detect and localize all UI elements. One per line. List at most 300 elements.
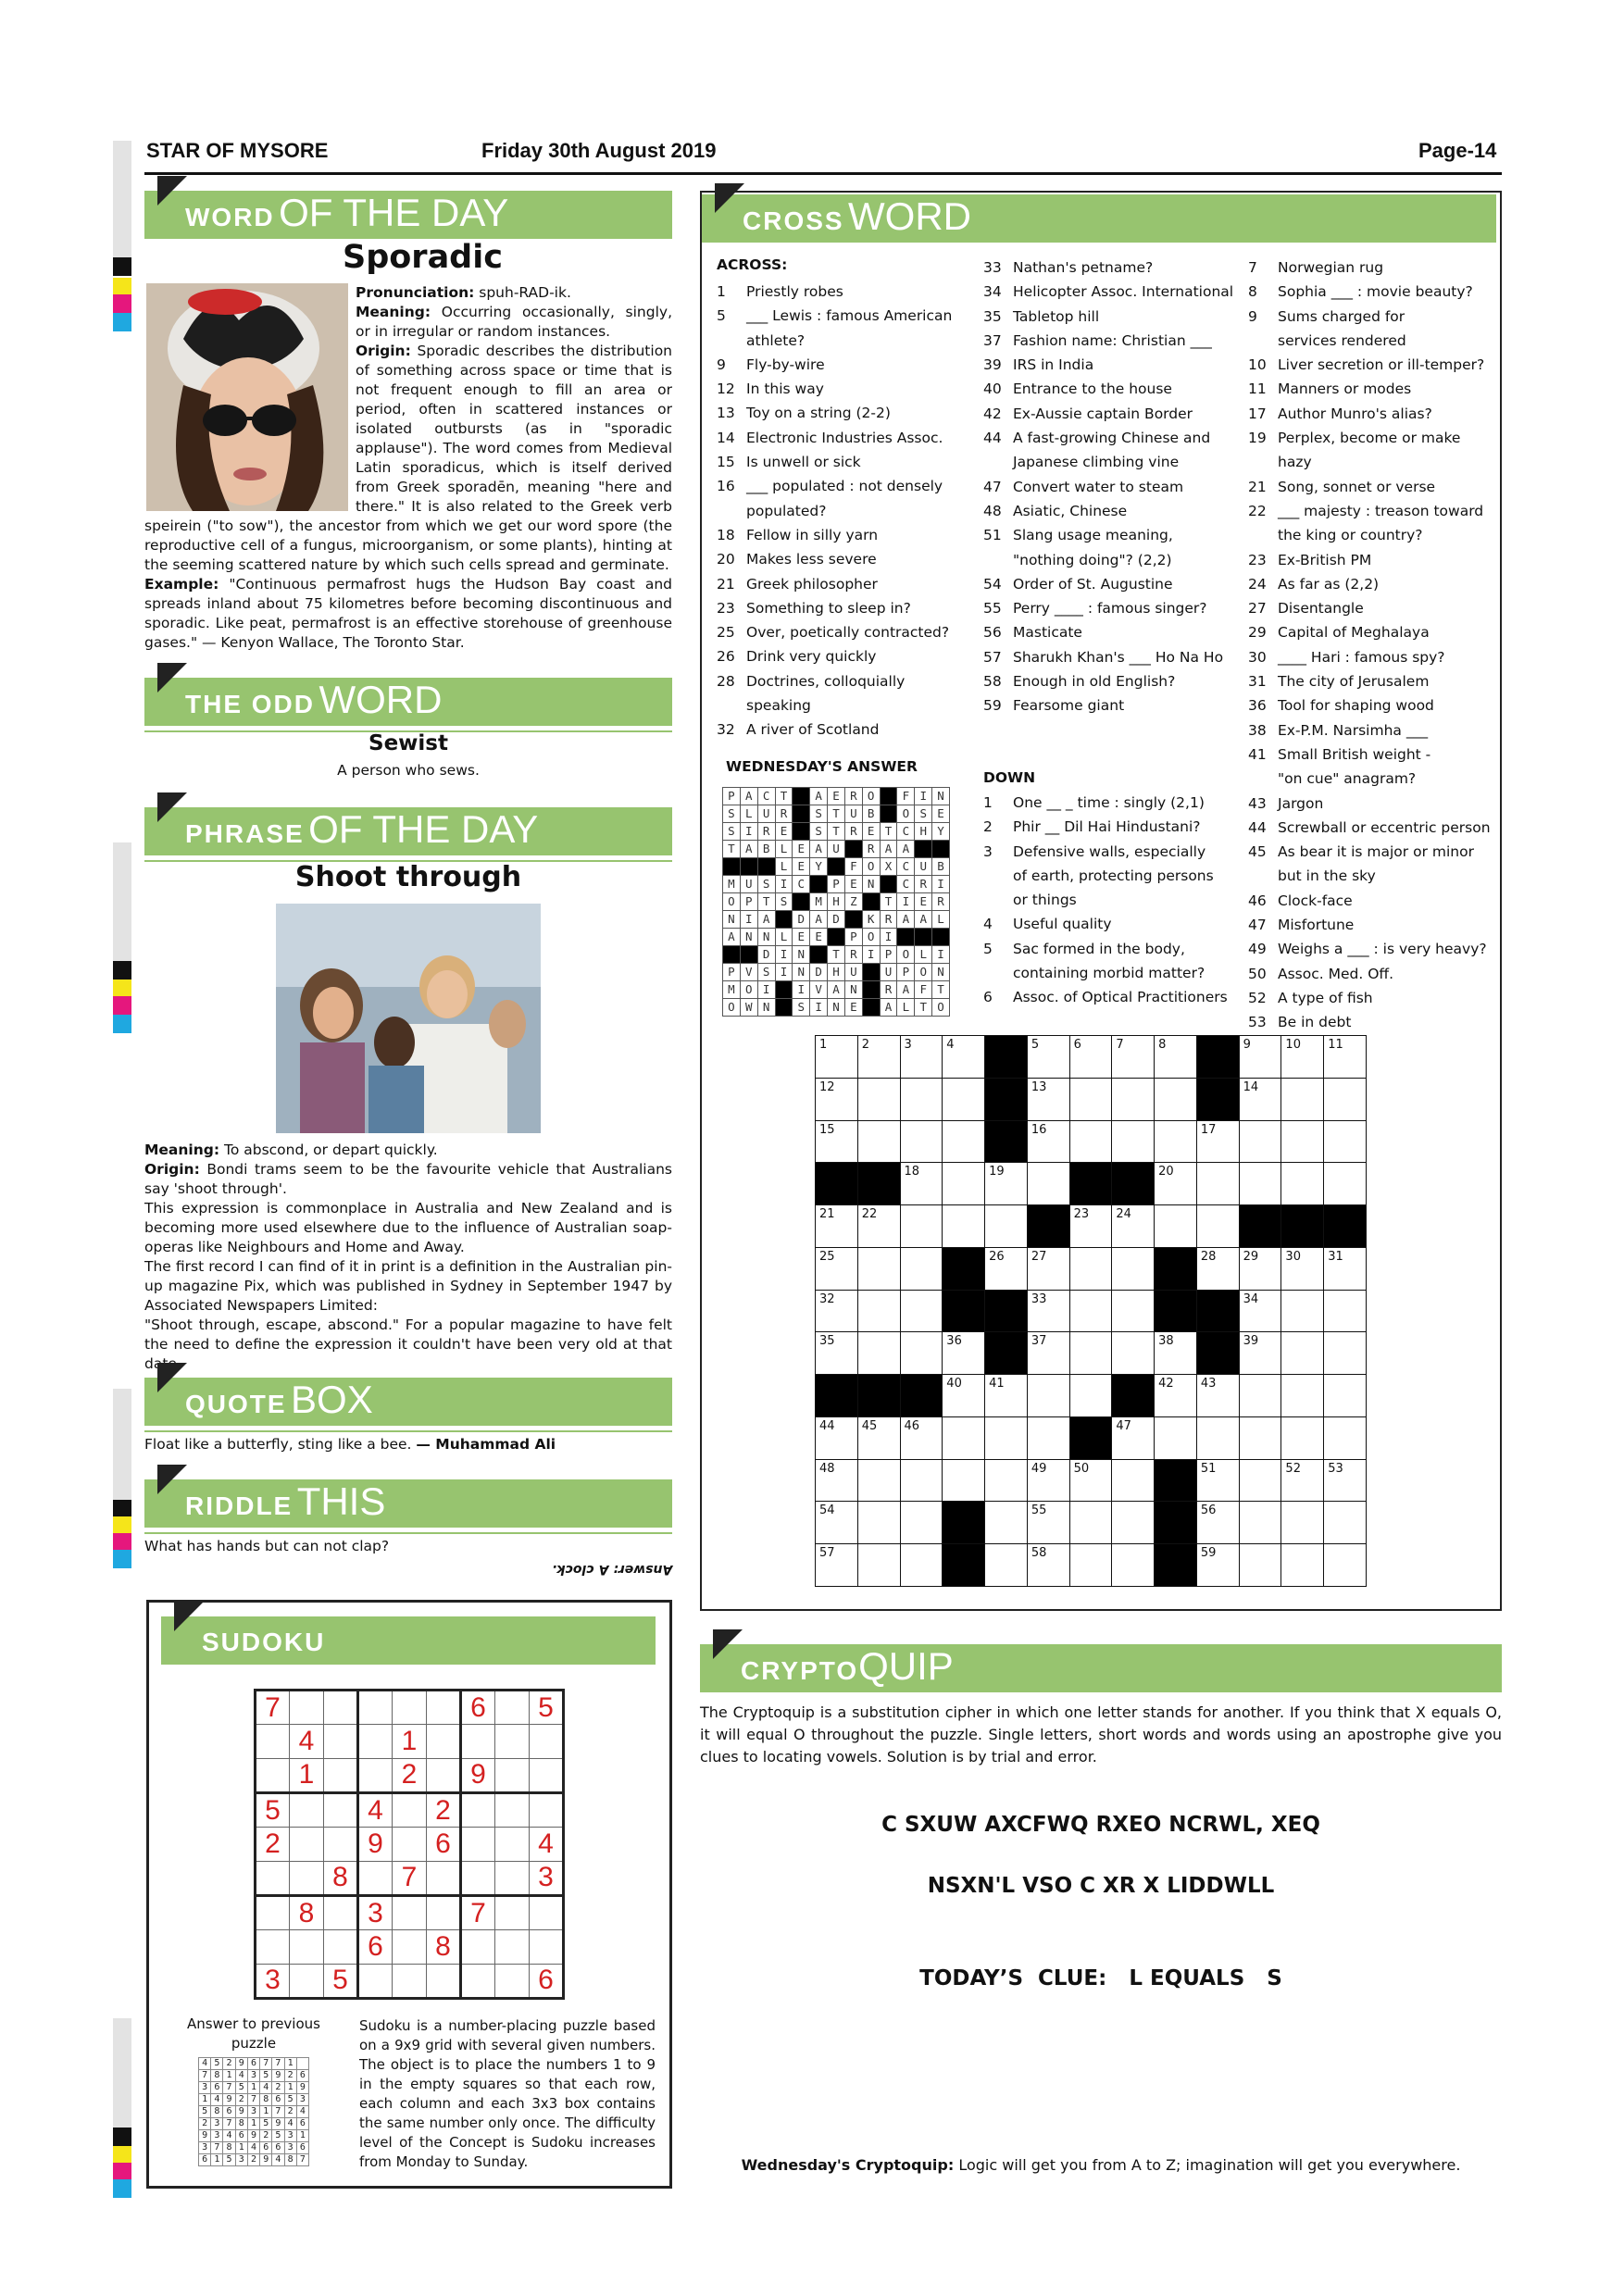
answer-letter: N bbox=[740, 929, 757, 946]
sudoku-cell[interactable]: 6 bbox=[530, 1964, 564, 1998]
previous-sudoku-cell: 8 bbox=[211, 2106, 223, 2118]
previous-sudoku-row bbox=[199, 2142, 309, 2154]
word-of-day-banner: WORD OF THE DAY bbox=[144, 191, 672, 239]
clue-text: Fearsome giant bbox=[1013, 697, 1125, 715]
sudoku-cell[interactable]: 5 bbox=[324, 1964, 358, 1998]
crossword-clue bbox=[1248, 377, 1496, 401]
sudoku-cell[interactable] bbox=[358, 1725, 393, 1758]
crossword-cell bbox=[816, 1036, 858, 1079]
clue-number: 17 bbox=[1248, 405, 1267, 422]
crossword-block bbox=[1027, 1205, 1069, 1248]
previous-sudoku-cell: 3 bbox=[199, 2142, 211, 2154]
sudoku-cell[interactable]: 7 bbox=[256, 1691, 290, 1725]
answer-letter: A bbox=[915, 911, 932, 929]
crossword-clue bbox=[983, 961, 1243, 985]
banner-corner-mark bbox=[715, 183, 744, 213]
cell-number: 42 bbox=[1158, 1377, 1174, 1391]
answer-letter: S bbox=[915, 805, 932, 823]
crossword-clue bbox=[1248, 767, 1496, 791]
answer-letter: T bbox=[915, 999, 932, 1017]
previous-sudoku-cell: 4 bbox=[211, 2094, 223, 2106]
crossword-cell bbox=[1324, 1290, 1367, 1332]
clue-number: 7 bbox=[1248, 259, 1257, 276]
answer-letter: Y bbox=[810, 858, 828, 876]
answer-letter: N bbox=[862, 876, 880, 893]
sudoku-cell[interactable]: 3 bbox=[530, 1861, 564, 1895]
crossword-block bbox=[1112, 1375, 1155, 1417]
crossword-clue bbox=[983, 840, 1243, 864]
sudoku-cell[interactable] bbox=[358, 1861, 393, 1895]
crossword-cell bbox=[1027, 1332, 1069, 1375]
clue-text: containing morbid matter? bbox=[1013, 965, 1206, 982]
sudoku-cell[interactable] bbox=[256, 1895, 290, 1929]
crossword-clue bbox=[1248, 669, 1496, 693]
crossword-block bbox=[943, 1502, 985, 1544]
phrase-photo bbox=[276, 904, 541, 1133]
clue-text: Small British weight - bbox=[1278, 745, 1431, 763]
sudoku-cell[interactable]: 4 bbox=[290, 1725, 324, 1758]
clue-text: Disentangle bbox=[1278, 600, 1364, 618]
banner-corner-mark bbox=[157, 1363, 187, 1392]
paper-name: STAR OF MYSORE bbox=[146, 139, 329, 162]
clue-text: Perplex, become or make hazy bbox=[1278, 430, 1461, 471]
clue-text: IRS in India bbox=[1013, 356, 1094, 374]
cell-number: 41 bbox=[989, 1377, 1005, 1391]
crossword-block bbox=[1239, 1205, 1281, 1248]
answer-letter: U bbox=[740, 876, 757, 893]
clue-number bbox=[983, 864, 1013, 888]
phrase-meaning-label: Meaning: bbox=[144, 1142, 220, 1158]
clue-text: Entrance to the house bbox=[1013, 381, 1172, 398]
crossword-cell bbox=[1027, 1416, 1069, 1459]
answer-block bbox=[793, 788, 810, 805]
answer-letter: N bbox=[932, 964, 950, 981]
answer-block bbox=[810, 946, 828, 964]
crossword-cell bbox=[1196, 1416, 1239, 1459]
crossword-cell bbox=[1155, 1163, 1197, 1205]
sudoku-cell[interactable] bbox=[495, 1725, 530, 1758]
answer-letter: V bbox=[810, 981, 828, 999]
previous-sudoku-cell: 5 bbox=[223, 2154, 235, 2166]
previous-sudoku-cell bbox=[296, 2058, 308, 2070]
sudoku-cell[interactable] bbox=[290, 1861, 324, 1895]
crossword-clue bbox=[983, 985, 1243, 1009]
phrase-paragraph: This expression is commonplace in Australia and New Zealand and is becoming more used elsewhere due to the influence of Australian soap-operas like Neighbours and Home and Away. bbox=[144, 1200, 672, 1255]
clue-number: 37 bbox=[983, 331, 1002, 349]
sudoku-cell[interactable] bbox=[324, 1930, 358, 1964]
sudoku-cell[interactable]: 1 bbox=[290, 1758, 324, 1792]
cell-number: 38 bbox=[1158, 1334, 1174, 1349]
sudoku-cell[interactable]: 5 bbox=[256, 1792, 290, 1827]
previous-sudoku-row bbox=[199, 2082, 309, 2094]
answer-letter: S bbox=[723, 823, 741, 841]
crossword-block bbox=[1196, 1332, 1239, 1375]
sudoku-cell[interactable] bbox=[358, 1964, 393, 1998]
riddle-underline bbox=[144, 1532, 672, 1534]
clue-number: 30 bbox=[1248, 648, 1267, 666]
previous-sudoku-cell: 9 bbox=[235, 2058, 247, 2070]
crossword-clue bbox=[983, 426, 1243, 450]
crossword-clue bbox=[717, 426, 978, 450]
crossword-cell bbox=[1239, 1120, 1281, 1163]
answer-letter: I bbox=[793, 981, 810, 999]
answer-row bbox=[723, 911, 950, 929]
crossword-clue bbox=[983, 937, 1243, 961]
sudoku-cell[interactable] bbox=[290, 1964, 324, 1998]
crossword-cell bbox=[985, 1544, 1028, 1587]
answer-letter: L bbox=[897, 999, 915, 1017]
crossword-clue bbox=[983, 572, 1243, 596]
cell-number: 43 bbox=[1200, 1377, 1217, 1391]
clue-text: Over, poetically contracted? bbox=[746, 624, 950, 642]
cell-number: 44 bbox=[819, 1418, 835, 1433]
crossword-cell bbox=[1239, 1163, 1281, 1205]
sudoku-cell[interactable] bbox=[495, 1758, 530, 1792]
crossword-clue bbox=[1248, 693, 1496, 718]
sudoku-cell[interactable] bbox=[495, 1895, 530, 1929]
sudoku-cell[interactable] bbox=[290, 1792, 324, 1827]
cell-number: 34 bbox=[1243, 1292, 1259, 1306]
clue-text: Something to sleep in? bbox=[746, 599, 911, 617]
answer-letter: F bbox=[915, 981, 932, 999]
sudoku-cell[interactable]: 7 bbox=[393, 1861, 427, 1895]
previous-sudoku-cell: 3 bbox=[211, 2130, 223, 2142]
clue-number: 43 bbox=[1248, 794, 1267, 812]
sudoku-cell[interactable] bbox=[461, 1861, 495, 1895]
sudoku-cell[interactable]: 8 bbox=[324, 1861, 358, 1895]
previous-sudoku-row bbox=[199, 2118, 309, 2130]
sudoku-cell[interactable] bbox=[290, 1691, 324, 1725]
answer-letter: S bbox=[723, 805, 741, 823]
crossword-cell bbox=[1324, 1120, 1367, 1163]
previous-sudoku-cell: 9 bbox=[296, 2082, 308, 2094]
previous-sudoku-row bbox=[199, 2058, 309, 2070]
crossword-row bbox=[816, 1544, 1367, 1587]
previous-sudoku-cell: 5 bbox=[199, 2106, 211, 2118]
sudoku-cell[interactable]: 4 bbox=[358, 1792, 393, 1827]
sudoku-cell[interactable] bbox=[495, 1861, 530, 1895]
sudoku-cell[interactable] bbox=[324, 1758, 358, 1792]
crossword-cell bbox=[1069, 1375, 1112, 1417]
crossword-cell bbox=[1324, 1078, 1367, 1120]
sudoku-cell[interactable] bbox=[461, 1828, 495, 1861]
answer-letter: R bbox=[775, 805, 793, 823]
sudoku-cell[interactable]: 2 bbox=[427, 1792, 461, 1827]
clue-text: Helicopter Assoc. International bbox=[1013, 283, 1234, 301]
answer-letter: P bbox=[828, 876, 845, 893]
answer-letter: I bbox=[915, 788, 932, 805]
riddle-question: What has hands but can not clap? bbox=[144, 1538, 390, 1554]
clue-text: Defensive walls, especially bbox=[1013, 842, 1206, 860]
phrase-meaning: To abscond, or depart quickly. bbox=[219, 1142, 438, 1158]
crossword-cell bbox=[1155, 1332, 1197, 1375]
crossword-cell bbox=[1155, 1205, 1197, 1248]
previous-sudoku-cell: 7 bbox=[260, 2058, 272, 2070]
sudoku-cell[interactable] bbox=[495, 1964, 530, 1998]
wednesday-answer-grid bbox=[722, 787, 950, 1017]
crossword-cell bbox=[900, 1163, 943, 1205]
crossword-row bbox=[816, 1375, 1367, 1417]
cell-number: 24 bbox=[1116, 1207, 1131, 1222]
answer-letter: O bbox=[723, 999, 741, 1017]
sudoku-cell[interactable]: 3 bbox=[358, 1895, 393, 1929]
cell-number: 5 bbox=[1031, 1038, 1040, 1052]
sudoku-cell[interactable]: 6 bbox=[358, 1930, 393, 1964]
answer-letter: D bbox=[757, 946, 775, 964]
clue-number: 3 bbox=[983, 842, 993, 860]
sudoku-cell[interactable] bbox=[495, 1930, 530, 1964]
crossword-block bbox=[1112, 1163, 1155, 1205]
crossword-cell bbox=[1112, 1416, 1155, 1459]
answer-letter: M bbox=[810, 893, 828, 911]
cryptoquip-clue: TODAY’S CLUE: L EQUALS S bbox=[919, 1966, 1282, 1990]
answer-letter: M bbox=[723, 981, 741, 999]
print-mark-black bbox=[113, 961, 131, 980]
answer-letter: O bbox=[897, 946, 915, 964]
sudoku-cell[interactable] bbox=[427, 1758, 461, 1792]
crossword-cell bbox=[1324, 1375, 1367, 1417]
answer-letter: E bbox=[915, 893, 932, 911]
sudoku-cell[interactable] bbox=[290, 1828, 324, 1861]
sudoku-cell[interactable] bbox=[530, 1895, 564, 1929]
print-mark-yellow bbox=[113, 980, 131, 998]
clue-number: 52 bbox=[1248, 989, 1267, 1006]
crossword-clue bbox=[1248, 889, 1496, 913]
clue-number bbox=[1248, 329, 1278, 353]
sudoku-cell[interactable] bbox=[256, 1930, 290, 1964]
previous-sudoku-cell: 4 bbox=[284, 2118, 296, 2130]
previous-sudoku-cell: 7 bbox=[223, 2082, 235, 2094]
sudoku-description: Sudoku is a number-placing puzzle based on a 9x9 grid with several given numbers. The object is to place the numbers 1 to 9 in the empty squares so that each row, each column and each 3x3 box contains the same number only once. The difficulty level of the Concept is Sudoku increases from Monday to Sunday. bbox=[359, 2017, 656, 2170]
answer-letter: R bbox=[932, 893, 950, 911]
answer-letter: U bbox=[828, 841, 845, 858]
crossword-cell bbox=[1281, 1375, 1324, 1417]
crossword-block bbox=[1196, 1290, 1239, 1332]
answer-block bbox=[915, 841, 932, 858]
clue-text: ___ Lewis : famous American bbox=[746, 307, 953, 325]
answer-letter: T bbox=[880, 893, 897, 911]
clue-number bbox=[983, 548, 1013, 572]
quote-box-banner: QUOTE BOX bbox=[144, 1378, 672, 1426]
print-mark-cyan bbox=[113, 2179, 131, 2198]
sudoku-cell[interactable] bbox=[427, 1964, 461, 1998]
crossword-clue bbox=[1248, 937, 1496, 961]
sudoku-cell[interactable]: 5 bbox=[530, 1691, 564, 1725]
answer-row bbox=[723, 981, 950, 999]
sudoku-cell[interactable]: 9 bbox=[461, 1758, 495, 1792]
sudoku-cell[interactable] bbox=[530, 1725, 564, 1758]
cell-number: 49 bbox=[1031, 1461, 1047, 1476]
word-of-day-text bbox=[144, 283, 672, 653]
clue-text: populated? bbox=[746, 502, 827, 519]
sudoku-cell[interactable]: 9 bbox=[358, 1828, 393, 1861]
sudoku-cell[interactable] bbox=[495, 1691, 530, 1725]
clue-number: 47 bbox=[1248, 917, 1267, 934]
print-mark-yellow bbox=[113, 278, 131, 296]
previous-sudoku-cell: 4 bbox=[272, 2154, 284, 2166]
answer-letter: R bbox=[844, 788, 862, 805]
crossword-cell bbox=[1196, 1375, 1239, 1417]
previous-sudoku-cell: 4 bbox=[296, 2106, 308, 2118]
cell-number: 53 bbox=[1328, 1461, 1343, 1476]
crossword-block bbox=[943, 1247, 985, 1290]
sudoku-cell[interactable] bbox=[427, 1895, 461, 1929]
sudoku-cell[interactable]: 2 bbox=[256, 1828, 290, 1861]
crossword-cell bbox=[1324, 1247, 1367, 1290]
crossword-cell bbox=[857, 1459, 900, 1502]
crossword-clue bbox=[717, 304, 978, 328]
sudoku-cell[interactable] bbox=[530, 1758, 564, 1792]
sudoku-cell[interactable] bbox=[324, 1828, 358, 1861]
answer-letter: F bbox=[844, 858, 862, 876]
sudoku-cell[interactable] bbox=[324, 1725, 358, 1758]
sudoku-cell[interactable] bbox=[393, 1895, 427, 1929]
sudoku-row bbox=[256, 1861, 564, 1895]
sudoku-cell[interactable] bbox=[427, 1861, 461, 1895]
crossword-block bbox=[985, 1290, 1028, 1332]
banner-corner-mark bbox=[157, 176, 187, 206]
print-margin-bar bbox=[113, 141, 131, 257]
sudoku-cell[interactable] bbox=[461, 1930, 495, 1964]
clue-text: Phir __ Dil Hai Hindustani? bbox=[1013, 818, 1201, 836]
sudoku-cell[interactable]: 8 bbox=[290, 1895, 324, 1929]
sudoku-cell[interactable] bbox=[358, 1758, 393, 1792]
crossword-cell bbox=[1112, 1078, 1155, 1120]
sudoku-cell[interactable] bbox=[393, 1792, 427, 1827]
crossword-cell bbox=[816, 1120, 858, 1163]
cell-number: 47 bbox=[1116, 1418, 1131, 1433]
answer-block bbox=[775, 981, 793, 999]
crossword-cell bbox=[1281, 1163, 1324, 1205]
previous-sudoku-cell: 4 bbox=[247, 2142, 259, 2154]
crossword-cell bbox=[1069, 1502, 1112, 1544]
answer-letter: C bbox=[897, 823, 915, 841]
sudoku-cell[interactable] bbox=[461, 1725, 495, 1758]
sudoku-cell[interactable] bbox=[393, 1828, 427, 1861]
cell-number: 31 bbox=[1328, 1249, 1343, 1264]
sudoku-cell[interactable] bbox=[427, 1691, 461, 1725]
crossword-cell bbox=[985, 1459, 1028, 1502]
answer-block bbox=[915, 929, 932, 946]
sudoku-cell[interactable] bbox=[256, 1861, 290, 1895]
sudoku-cell[interactable]: 6 bbox=[461, 1691, 495, 1725]
sudoku-cell[interactable] bbox=[461, 1792, 495, 1827]
sudoku-cell[interactable]: 1 bbox=[393, 1725, 427, 1758]
answer-letter: A bbox=[740, 788, 757, 805]
page-number: Page-14 bbox=[1418, 139, 1497, 162]
clue-text: Drink very quickly bbox=[746, 648, 877, 666]
sudoku-cell[interactable] bbox=[324, 1895, 358, 1929]
sudoku-cell[interactable] bbox=[256, 1725, 290, 1758]
clue-text: Ex-Aussie captain Border bbox=[1013, 405, 1193, 422]
previous-sudoku-cell: 8 bbox=[235, 2118, 247, 2130]
crossword-cell bbox=[1069, 1290, 1112, 1332]
crossword-clue bbox=[1248, 645, 1496, 669]
banner-corner-mark bbox=[157, 663, 187, 693]
sudoku-cell[interactable]: 3 bbox=[256, 1964, 290, 1998]
sudoku-cell[interactable] bbox=[427, 1725, 461, 1758]
clue-number: 16 bbox=[717, 478, 735, 495]
cell-number: 40 bbox=[946, 1377, 962, 1391]
answer-letter: R bbox=[880, 911, 897, 929]
down-heading: DOWN bbox=[983, 769, 1036, 786]
sudoku-cell[interactable] bbox=[461, 1964, 495, 1998]
crossword-block bbox=[985, 1332, 1028, 1375]
answer-letter: R bbox=[915, 876, 932, 893]
sudoku-cell[interactable] bbox=[324, 1792, 358, 1827]
sudoku-cell[interactable] bbox=[495, 1828, 530, 1861]
answer-letter: F bbox=[897, 788, 915, 805]
crossword-cell bbox=[1112, 1036, 1155, 1079]
crossword-cell bbox=[1196, 1247, 1239, 1290]
sudoku-cell[interactable]: 7 bbox=[461, 1895, 495, 1929]
answer-letter: A bbox=[897, 981, 915, 999]
crossword-cell bbox=[943, 1459, 985, 1502]
sudoku-cell[interactable]: 8 bbox=[427, 1930, 461, 1964]
sudoku-cell[interactable] bbox=[393, 1930, 427, 1964]
crossword-cell bbox=[1027, 1120, 1069, 1163]
crossword-clue bbox=[717, 377, 978, 401]
crossword-row bbox=[816, 1459, 1367, 1502]
print-mark-cyan bbox=[113, 1015, 131, 1033]
sudoku-cell[interactable]: 2 bbox=[393, 1758, 427, 1792]
sudoku-cell[interactable] bbox=[393, 1964, 427, 1998]
answer-letter: T bbox=[932, 981, 950, 999]
answer-block bbox=[880, 805, 897, 823]
previous-sudoku-cell: 2 bbox=[260, 2130, 272, 2142]
answer-letter: E bbox=[862, 823, 880, 841]
wednesday-answer-heading: WEDNESDAY'S ANSWER bbox=[726, 758, 918, 775]
sudoku-cell[interactable] bbox=[290, 1930, 324, 1964]
crossword-cell bbox=[900, 1332, 943, 1375]
answer-row bbox=[723, 929, 950, 946]
previous-sudoku-cell: 3 bbox=[284, 2142, 296, 2154]
crossword-cell bbox=[985, 1163, 1028, 1205]
crossword-row bbox=[816, 1036, 1367, 1079]
sudoku-cell[interactable] bbox=[495, 1792, 530, 1827]
clue-number: 5 bbox=[717, 307, 726, 325]
sudoku-cell[interactable] bbox=[324, 1691, 358, 1725]
previous-sudoku-cell: 5 bbox=[260, 2070, 272, 2082]
answer-letter: I bbox=[757, 981, 775, 999]
clue-number: 35 bbox=[983, 307, 1002, 325]
clue-number: 20 bbox=[717, 551, 735, 568]
sudoku-cell[interactable] bbox=[530, 1930, 564, 1964]
sudoku-cell[interactable] bbox=[393, 1691, 427, 1725]
crossword-clue bbox=[1248, 402, 1496, 426]
answer-letter: H bbox=[915, 823, 932, 841]
answer-row bbox=[723, 788, 950, 805]
sudoku-cell[interactable] bbox=[358, 1691, 393, 1725]
crossword-block bbox=[1281, 1205, 1324, 1248]
previous-sudoku-cell: 7 bbox=[272, 2106, 284, 2118]
sudoku-cell[interactable]: 6 bbox=[427, 1828, 461, 1861]
answer-letter: E bbox=[793, 858, 810, 876]
clue-text: As far as (2,2) bbox=[1278, 575, 1380, 593]
sudoku-cell[interactable]: 4 bbox=[530, 1828, 564, 1861]
quote-underline bbox=[144, 1430, 672, 1432]
print-mark-black bbox=[113, 2128, 131, 2146]
crossword-clue bbox=[1248, 353, 1496, 377]
crossword-cell bbox=[1027, 1502, 1069, 1544]
clue-number bbox=[1248, 523, 1278, 547]
crossword-cell bbox=[816, 1205, 858, 1248]
sudoku-cell[interactable] bbox=[530, 1792, 564, 1827]
answer-letter: B bbox=[862, 805, 880, 823]
crossword-block bbox=[816, 1375, 858, 1417]
sudoku-cell[interactable] bbox=[256, 1758, 290, 1792]
crossword-clue bbox=[983, 450, 1243, 474]
